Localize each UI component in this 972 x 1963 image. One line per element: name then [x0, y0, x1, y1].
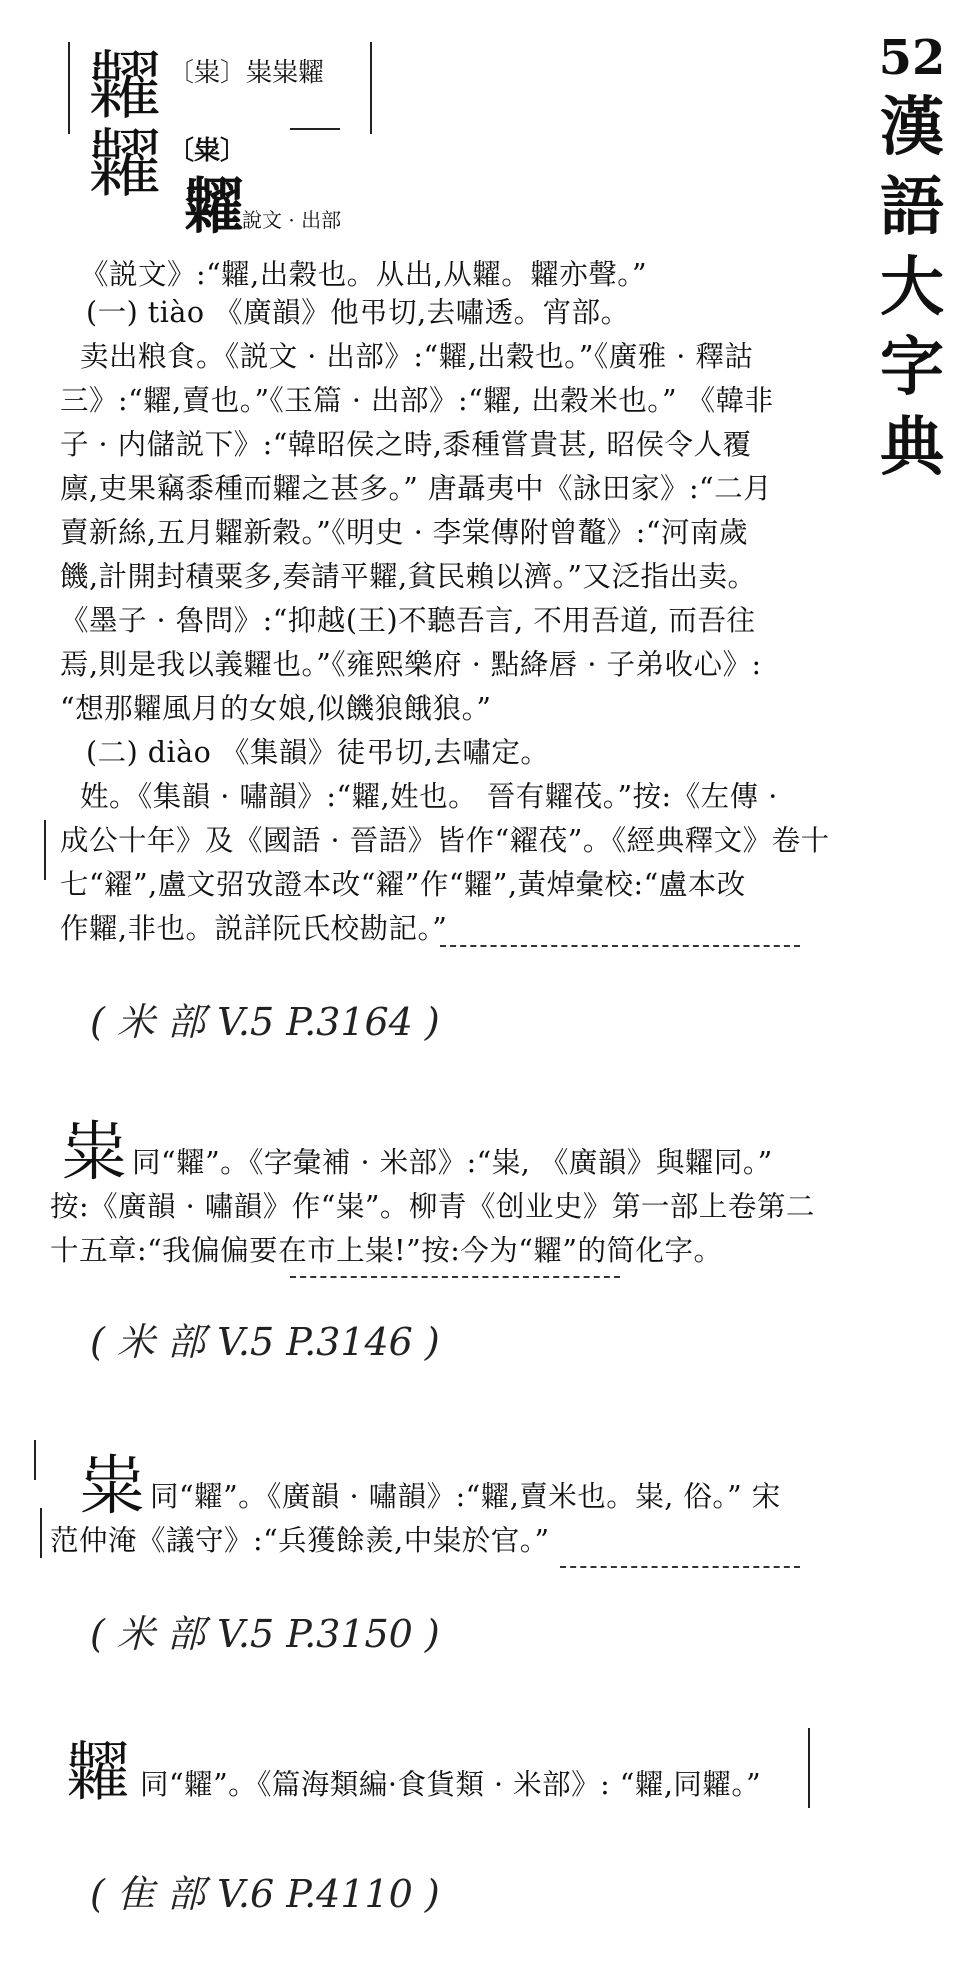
head-variants: 〔粜〕粜粜糶 [168, 58, 325, 88]
body-line: 姓。《集韻 · 嘯韻》:“糶,姓也。 晉有糶茷。”按:《左傳 · [80, 780, 778, 813]
entry-line: 同“糶”。《篇海類編·食貨類 · 米部》: “糶,同糶。” [140, 1768, 762, 1801]
margin-mark [34, 1440, 36, 1480]
handwritten-reference: ( 米 部 V.5 P.3164 ) [90, 1000, 440, 1044]
handwritten-reference: ( 米 部 V.5 P.3146 ) [90, 1320, 440, 1364]
body-line: 《説文》:“糶,出穀也。从出,从糶。糶亦聲。” [80, 258, 648, 291]
section-rule [290, 1276, 620, 1278]
entry-char: 粜 [80, 1450, 144, 1524]
handwritten-reference: ( 隹 部 V.6 P.4110 ) [90, 1872, 440, 1916]
body-line: (二) diào 《集韻》徒弔切,去嘯定。 [86, 736, 550, 769]
body-line: (一) tiào 《廣韻》他弔切,去嘯透。宵部。 [86, 296, 630, 329]
side-title [868, 28, 956, 488]
body-line: 賣新絲,五月糶新穀。”《明史 · 李棠傳附曾鼇》:“河南歲 [60, 516, 748, 549]
title-char: 字 [880, 330, 944, 405]
title-char: 典 [880, 410, 944, 485]
entry-char: 粜 [62, 1116, 126, 1190]
seal-script-char: 糶 [184, 172, 244, 242]
entry-line: 按:《廣韻 · 嘯韻》作“粜”。柳青《创业史》第一部上卷第二 [50, 1190, 815, 1223]
section-rule [560, 1566, 800, 1568]
head-char: 糶 [88, 43, 162, 129]
handwritten-reference: ( 米 部 V.5 P.3150 ) [90, 1612, 440, 1656]
entry-line: 十五章:“我偏偏要在市上粜!”按:今为“糶”的简化字。 [50, 1234, 723, 1267]
entry-line: 同“糶”。《字彙補 · 米部》:“粜, 《廣韻》與糶同。” [132, 1146, 773, 1179]
head-char-alt: 糶 [88, 121, 162, 207]
body-line: “想那糶風月的女娘,似饑狼餓狼。” [60, 692, 492, 725]
body-line: 七“糴”,盧文弨攷證本改“糴”作“糶”,黃焯彙校:“盧本改 [60, 868, 746, 901]
body-line: 廪,吏果竊黍種而糶之甚多。” 唐聶夷中《詠田家》:“二月 [60, 472, 773, 505]
body-line: 饑,計開封積粟多,奏請平糶,貧民賴以濟。”又泛指出卖。 [60, 560, 757, 593]
page-number: 52 [878, 30, 946, 86]
box-underline [290, 128, 340, 130]
margin-mark [44, 820, 46, 880]
margin-mark [40, 1508, 42, 1558]
body-line: 《墨子 · 魯問》:“抑越(王)不聽吾言, 不用吾道, 而吾往 [60, 604, 756, 637]
body-line: 子 · 内儲説下》:“韓昭侯之時,黍種嘗貴甚, 昭侯令人覆 [60, 428, 752, 461]
entry-char: 糶 [66, 1736, 130, 1810]
section-rule [440, 945, 800, 947]
margin-mark [808, 1728, 810, 1808]
body-line: 焉,則是我以義糶也。”《雍熙樂府 · 點絳唇 · 子弟收心》: [60, 648, 762, 681]
title-char: 漢 [880, 90, 944, 165]
title-char: 大 [880, 250, 944, 325]
head-variant-mark: 〔粜〕 [168, 136, 247, 166]
body-line: 卖出粮食。《説文 · 出部》:“糶,出穀也。”《廣雅 · 釋詁 [80, 340, 754, 373]
title-char: 語 [880, 170, 944, 245]
body-line: 作糶,非也。説詳阮氏校勘記。” [60, 912, 448, 945]
entry-line: 范仲淹《議守》:“兵獲餘羨,中粜於官。” [50, 1524, 550, 1557]
body-line: 三》:“糶,賣也。”《玉篇 · 出部》:“糶, 出穀米也。” 《韓非 [60, 384, 774, 417]
seal-source-label: 說文 · 出部 [242, 208, 342, 232]
body-line: 成公十年》及《國語 · 晉語》皆作“糴茷”。《經典釋文》卷十 [60, 824, 830, 857]
entry-line: 同“糶”。《廣韻 · 嘯韻》:“糶,賣米也。粜, 俗。” 宋 [150, 1480, 781, 1513]
